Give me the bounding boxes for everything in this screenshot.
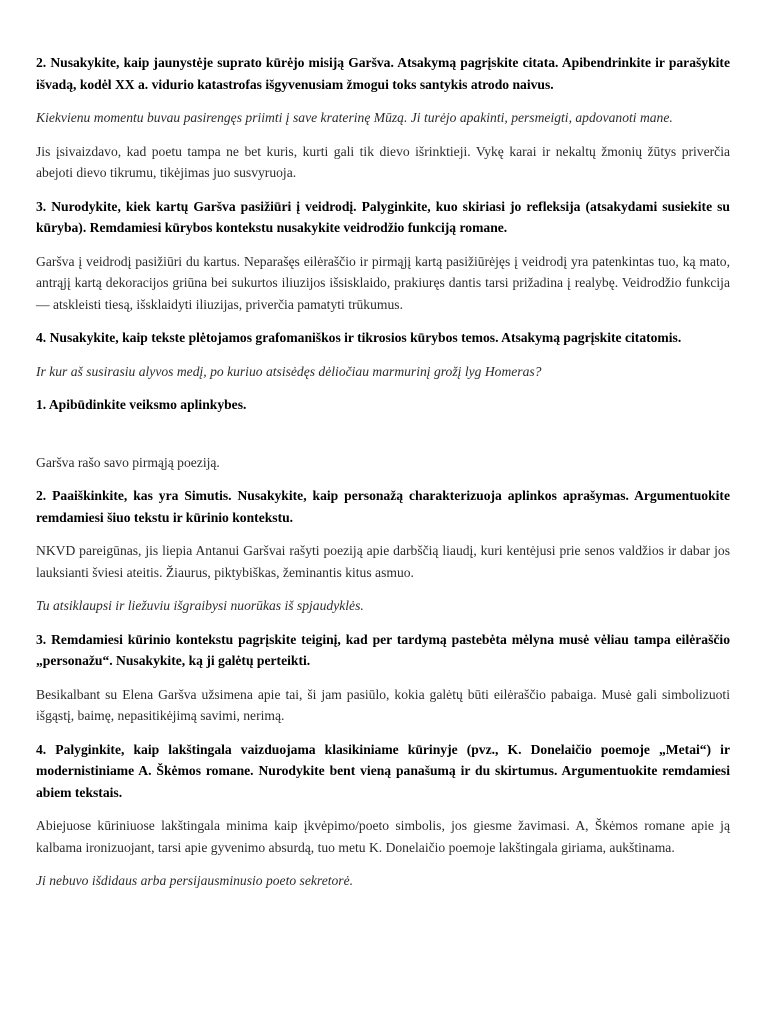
answer-fly: Besikalbant su Elena Garšva užsimena apie tai, ši jam pasiūlo, kokia galėtų būti eilėraščio pabaiga. Musė gali simbolizuoti išgąstį, baimę, nepasitikėjimą savimi, nerimą.	[36, 686, 730, 723]
answer-mission: Jis įsivaizdavo, kad poetu tampa ne bet kuris, kurti gali tik dievo išrinktieji. Vykę karai ir nekaltų žmonių žūtys priverčia abejoti dievo tikrumu, tikėjimas juo susvyruoja.	[36, 143, 730, 180]
question-2-simutis: 2. Paaiškinkite, kas yra Simutis. Nusakykite, kaip personažą charakterizuoja aplinkos aprašymas. Argumentuokite remdamiesi šiuo tekstu ir kūrinio kontekstu.	[36, 488, 730, 525]
citation-muse: Kiekvienu momentu buvau pasirengęs priimti į save kraterinę Mūzą. Ji turėjo apakinti, persmeigti, apdovanoti mane.	[36, 110, 673, 125]
question-3-mirror: 3. Nurodykite, kiek kartų Garšva pasižiūri į veidrodį. Palyginkite, kuo skiriasi jo refleksija (atsakydami susiekite su kūryba). Remdamiesi kūrybos kontekstu nusakykite veidrodžio funkciją romane.	[36, 198, 730, 235]
answer-nightingale: Abiejuose kūriniuose lakštingala minima kaip įkvėpimo/poeto simbolis, jos giesme žavimasi. A, Škėmos romane apie ją kalbama ironizuojant, tarsi apie gyvenimo absurdą, tuo metu K. Donelaičio poemoje lakštingala giriama, aukštinama.	[36, 818, 730, 855]
question-4-nightingale: 4. Palyginkite, kaip lakštingala vaizduojama klasikiniame kūrinyje (pvz., K. Donelaičio poemoje „Metai“) ir modernistiniame A. Škėmos romane. Nurodykite bent vieną panašumą ir du skirtumus. Argumentuokite remdamiesi abiem tekstais.	[36, 741, 730, 800]
question-3-fly: 3. Remdamiesi kūrinio kontekstu pagrįskite teiginį, kad per tardymą pastebėta mėlyna musė vėliau tampa eilėraščio „personažu“. Nusakykite, ką ji galėtų perteikti.	[36, 631, 730, 668]
answer-simutis: NKVD pareigūnas, jis liepia Antanui Garšvai rašyti poeziją apie darbščią liaudį, kuri kentėjusi prie senos valdžios ir dabar jos lauksianti šviesi ateitis. Žiaurus, piktybiškas, žeminantis kitus asmuo.	[36, 543, 730, 580]
citation-spittoon: Tu atsiklaupsi ir liežuviu išgraibysi nuorūkas iš spjaudyklės.	[36, 598, 364, 613]
question-4-graphomania: 4. Nusakykite, kaip tekste plėtojamos grafomaniškos ir tikrosios kūrybos temos. Atsakymą pagrįskite citatomis.	[36, 330, 682, 345]
citation-secretary: Ji nebuvo išdidaus arba persijausminusio poeto sekretorė.	[36, 873, 354, 888]
document-page	[36, 52, 730, 904]
citation-homer: Ir kur aš susirasiu alyvos medį, po kuriuo atsisėdęs dėliočiau marmurinį grožį lyg Homeras?	[36, 363, 542, 379]
question-2-mission: 2. Nusakykite, kaip jaunystėje suprato kūrėjo misiją Garšva. Atsakymą pagrįskite citata. Apibendrinkite ir parašykite išvadą, kodėl XX a. vidurio katastrofas išgyvenusiam žmogui toks santykis atrodo naivus.	[36, 55, 730, 92]
spacer	[36, 428, 730, 452]
question-1-circumstances: 1. Apibūdinkite veiksmo aplinkybes.	[36, 397, 247, 412]
answer-mirror: Garšva į veidrodį pasižiūri du kartus. Neparašęs eilėraščio ir pirmąjį kartą pasižiūrėjęs į veidrodį yra patenkintas tuo, ką mato, antrąjį kartą dekoracijos griūna bei sukurtos iliuzijos išsisklaido, prakiuręs dantis tarsi prižadina į realybę. Veidrodžio funkcija — atskleisti tiesą, išsklaidyti iliuzijas, priverčia pamatyti trūkumus.	[36, 253, 730, 312]
answer-circumstances: Garšva rašo savo pirmąją poeziją.	[36, 454, 220, 470]
